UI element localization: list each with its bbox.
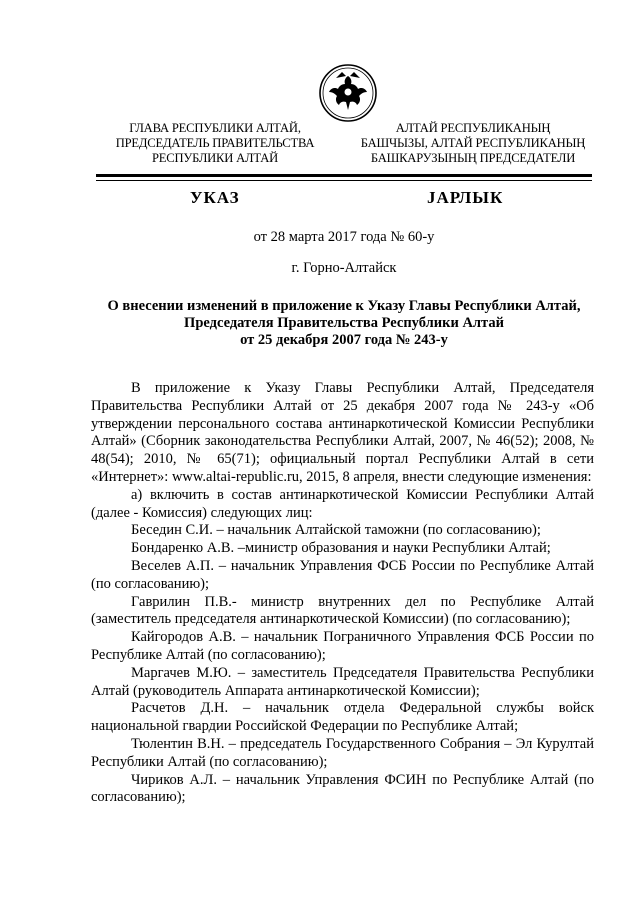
header-rule-thick	[96, 174, 592, 177]
body-paragraph-member: Гаврилин П.В.- министр внутренних дел по Республике Алтай (заместитель председателя антинаркотической Комиссии) (по согласованию);	[91, 593, 594, 628]
header-left-line: ПРЕДСЕДАТЕЛЬ ПРАВИТЕЛЬСТВА	[115, 136, 315, 150]
body-paragraph-member: Расчетов Д.Н. – начальник отдела Федеральной службы войск национальной гвардии Российской Федерации по Республике Алтай;	[91, 700, 594, 735]
document-subject	[96, 298, 592, 349]
header-right-block	[356, 121, 590, 166]
header-right-line: БАШКАРУЗЫНЫҢ ПРЕДСЕДАТЕЛИ	[370, 151, 576, 165]
header-rule-thin	[96, 180, 592, 181]
document-body	[91, 380, 594, 807]
document-type-title-ru: УКАЗ	[190, 188, 240, 207]
document-date: от 28 марта 2017 года № 60-у	[253, 229, 435, 245]
body-paragraph-member: Бондаренко А.В. –министр образования и науки Республики Алтай;	[131, 540, 551, 557]
body-paragraph-member: Беседин С.И. – начальник Алтайской таможни (по согласованию);	[131, 522, 541, 539]
subject-line: от 25 декабря 2007 года № 243-у	[240, 332, 448, 348]
document-city: г. Горно-Алтайск	[291, 260, 397, 276]
header-right-line: БАШЧЫЗЫ, АЛТАЙ РЕСПУБЛИКАНЫҢ	[360, 136, 586, 150]
header-left-line: РЕСПУБЛИКИ АЛТАЙ	[152, 151, 278, 165]
body-paragraph-intro: В приложение к Указу Главы Республики Алтай, Председателя Правительства Республики Алтай от 25 декабря 2007 года № 243-у «Об утверждении персонального состава антинаркотической Комиссии Республики Алтай» (Сборник законодательства Республики Алтай, 2007, № 46(52); 2008, № 48(54); 2010, № 65(71); официальный портал Республики Алтай в сети «Интернет»: www.altai-republic.ru, 2015, 8 апреля, внести следующие изменения:	[91, 380, 594, 485]
body-paragraph-member: Веселев А.П. – начальник Управления ФСБ России по Республике Алтай (по согласованию);	[91, 557, 594, 592]
header-left-block	[96, 121, 334, 166]
body-paragraph-item-a: а) включить в состав антинаркотической Комиссии Республики Алтай (далее - Комиссия) следующих лиц:	[91, 486, 594, 521]
body-paragraph-member: Тюлентин В.Н. – председатель Государственного Собрания – Эл Курултай Республики Алтай (по согласованию);	[91, 735, 594, 770]
header-left-line: ГЛАВА РЕСПУБЛИКИ АЛТАЙ,	[129, 121, 301, 135]
subject-line: О внесении изменений в приложение к Указу Главы Республики Алтай,	[107, 298, 581, 314]
republic-emblem-icon	[318, 62, 378, 124]
body-paragraph-member: Чириков А.Л. – начальник Управления ФСИН по Республике Алтай (по согласованию);	[91, 771, 594, 806]
document-type-title-alt: JАРЛЫК	[427, 188, 504, 207]
body-paragraph-member: Кайгородов А.В. – начальник Пограничного Управления ФСБ России по Республике Алтай (по согласованию);	[91, 629, 594, 663]
header-right-line: АЛТАЙ РЕСПУБЛИКАНЫҢ	[395, 121, 551, 135]
body-paragraph-member: Маргачев М.Ю. – заместитель Председателя Правительства Республики Алтай (руководитель Аппарата антинаркотической Комиссии);	[91, 664, 594, 699]
subject-line: Председателя Правительства Республики Алтай	[184, 315, 504, 331]
